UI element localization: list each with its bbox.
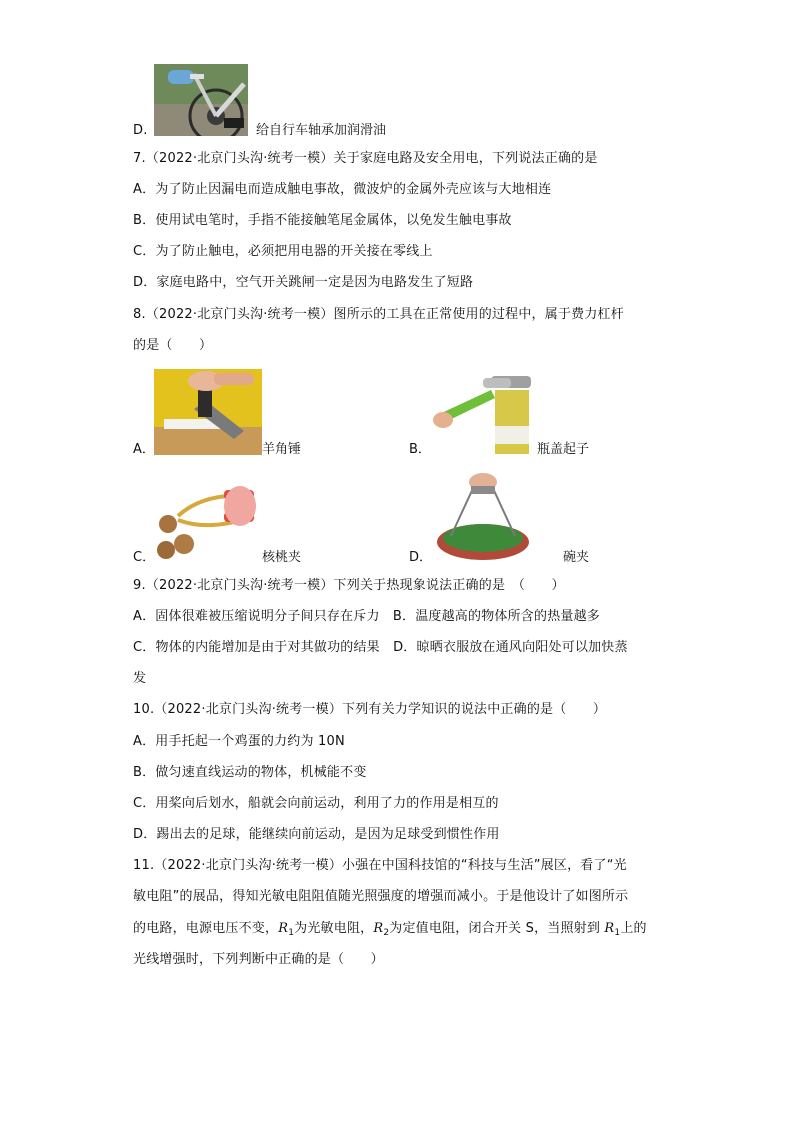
r2-subscript: 2 xyxy=(383,928,390,938)
q11-line3-a: 的电路，电源电压不变， xyxy=(133,921,279,936)
q9-options-cd-cont: 发 xyxy=(133,671,147,686)
q11-line3-d: 上的 xyxy=(620,921,647,936)
q8-stem-line1: 8.（2022·北京门头沟·统考一模）图所示的工具在正常使用的过程中，属于费力杠杆 xyxy=(133,307,624,322)
q10-option-c: C．用桨向后划水，船就会向前运动，利用了力的作用是相互的 xyxy=(133,796,499,811)
q11-line4: 光线增强时，下列判断中正确的是（ ） xyxy=(133,952,384,967)
q8-option-d-label: D． xyxy=(409,550,433,565)
walnut-cracker-image xyxy=(154,472,262,562)
bottle-opener-image xyxy=(431,370,535,454)
q7-option-a: A．为了防止因漏电而造成触电事故，微波炉的金属外壳应该与大地相连 xyxy=(133,182,552,197)
q8-stem-line2: 的是（ ） xyxy=(133,338,213,353)
bicycle-oiling-image xyxy=(154,64,248,136)
q8-option-c-label: C． xyxy=(133,550,156,565)
q8-option-a-label: A． xyxy=(133,442,155,457)
bowl-clip-image xyxy=(431,470,535,564)
q10-option-d: D．踢出去的足球，能继续向前运动，是因为足球受到惯性作用 xyxy=(133,827,500,842)
q11-line1: 11.（2022·北京门头沟·统考一模）小强在中国科技馆的“科技与生活”展区，看了“光 xyxy=(133,858,627,873)
q8-option-d-text: 碗夹 xyxy=(563,550,590,565)
claw-hammer-image xyxy=(154,369,262,455)
r2-symbol: R xyxy=(373,921,384,936)
q6-option-d-text: 给自行车轴承加润滑油 xyxy=(256,123,387,138)
q6-option-d-label: D. xyxy=(133,123,148,138)
q7-option-d: D．家庭电路中，空气开关跳闸一定是因为电路发生了短路 xyxy=(133,275,474,290)
r1-symbol: R xyxy=(278,921,289,936)
q9-options-ab: A．固体很难被压缩说明分子间只存在斥力 B．温度越高的物体所含的热量越多 xyxy=(133,609,601,624)
r1-symbol-2: R xyxy=(604,921,615,936)
q7-option-c: C．为了防止触电，必须把用电器的开关接在零线上 xyxy=(133,244,433,259)
q11-line3-c: 为定值电阻，闭合开关 S，当照射到 xyxy=(389,921,605,936)
q8-option-b-label: B． xyxy=(409,442,431,457)
q10-stem: 10.（2022·北京门头沟·统考一模）下列有关力学知识的说法中正确的是（ ） xyxy=(133,702,607,717)
q9-options-cd: C．物体的内能增加是由于对其做功的结果 D．晾晒衣服放在通风向阳处可以加快蒸 xyxy=(133,640,628,655)
r1-subscript: 1 xyxy=(288,928,295,938)
q7-stem: 7.（2022·北京门头沟·统考一模）关于家庭电路及安全用电，下列说法正确的是 xyxy=(133,151,598,166)
q10-option-b: B．做匀速直线运动的物体，机械能不变 xyxy=(133,765,367,780)
q10-option-a: A．用手托起一个鸡蛋的力约为 10N xyxy=(133,734,345,749)
q8-option-a-text: 羊角锤 xyxy=(262,442,302,457)
q11-line2: 敏电阻”的展品，得知光敏电阻阻值随光照强度的增强而减小。于是他设计了如图所示 xyxy=(133,889,629,904)
r1-subscript-2: 1 xyxy=(614,928,621,938)
q11-line3-b: 为光敏电阻， xyxy=(294,921,374,936)
q11-line3 xyxy=(133,920,647,938)
q8-option-c-text: 核桃夹 xyxy=(262,550,302,565)
q7-option-b: B．使用试电笔时，手指不能接触笔尾金属体，以免发生触电事故 xyxy=(133,213,512,228)
q9-stem: 9.（2022·北京门头沟·统考一模）下列关于热现象说法正确的是 （ ） xyxy=(133,578,565,593)
q8-option-b-text: 瓶盖起子 xyxy=(537,442,590,457)
